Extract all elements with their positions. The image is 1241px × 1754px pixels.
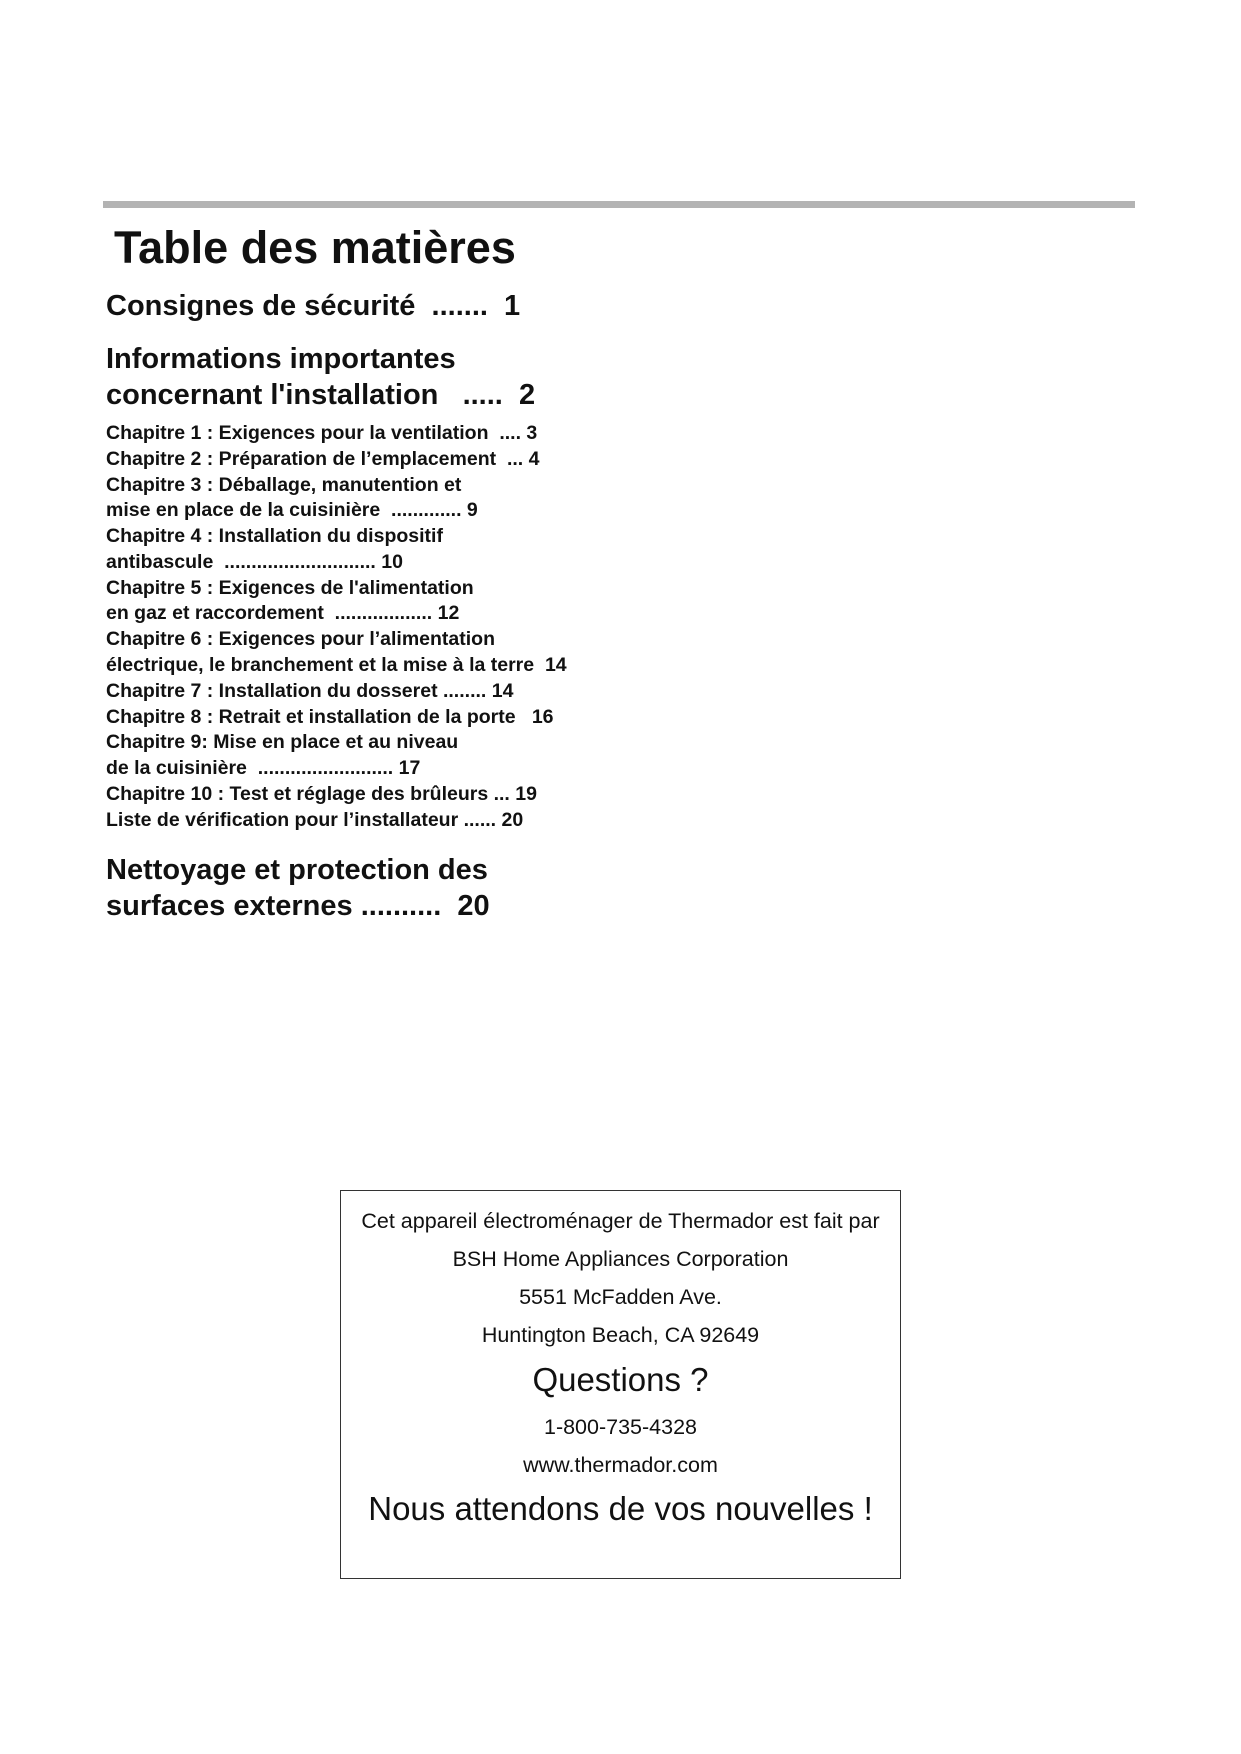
toc-entry-checklist: Liste de vérification pour l’installateur ...... 20 [106, 809, 524, 831]
toc-entry-chapter-6-cont: électrique, le branchement et la mise à la terre 14 [106, 654, 567, 676]
toc-entry-cleaning-cont: surfaces externes .......... 20 [106, 890, 490, 922]
toc-entry-chapter-7: Chapitre 7 : Installation du dosseret ........ 14 [106, 680, 514, 702]
manufacturer-info-box [340, 1190, 901, 1579]
toc-entry-chapter-6: Chapitre 6 : Exigences pour l’alimentation [106, 628, 496, 650]
toc-entry-installation-info: Informations importantes [106, 343, 456, 375]
company-name: BSH Home Appliances Corporation [452, 1247, 789, 1271]
toc-entry-chapter-5: Chapitre 5 : Exigences de l'alimentation [106, 577, 474, 599]
toc-entry-chapter-4-cont: antibascule ............................ 10 [106, 551, 403, 573]
toc-entry-chapter-8: Chapitre 8 : Retrait et installation de la porte 16 [106, 706, 554, 728]
closing-message: Nous attendons de vos nouvelles ! [368, 1490, 873, 1527]
toc-entry-chapter-9: Chapitre 9: Mise en place et au niveau [106, 731, 459, 753]
header-rule [103, 201, 1135, 208]
toc-entry-cleaning: Nettoyage et protection des [106, 854, 488, 886]
page-title: Table des matières [114, 222, 516, 273]
toc-entry-chapter-3: Chapitre 3 : Déballage, manutention et [106, 474, 462, 496]
toc-entry-chapter-9-cont: de la cuisinière ......................... 17 [106, 757, 421, 779]
city-address: Huntington Beach, CA 92649 [481, 1323, 760, 1347]
toc-entry-safety: Consignes de sécurité ....... 1 [106, 290, 521, 322]
toc-entry-chapter-4: Chapitre 4 : Installation du dispositif [106, 525, 443, 547]
website: www.thermador.com [523, 1453, 718, 1477]
toc-entry-chapter-2: Chapitre 2 : Préparation de l’emplacement ... 4 [106, 448, 540, 470]
toc-entry-chapter-1: Chapitre 1 : Exigences pour la ventilation .... 3 [106, 422, 538, 444]
toc-entry-chapter-3-cont: mise en place de la cuisinière ............. 9 [106, 499, 478, 521]
toc-entry-installation-info-cont: concernant l'installation ..... 2 [106, 379, 536, 411]
street-address: 5551 McFadden Ave. [519, 1285, 722, 1309]
toc-entry-chapter-10: Chapitre 10 : Test et réglage des brûleurs ... 19 [106, 783, 537, 805]
questions-heading: Questions ? [532, 1361, 709, 1398]
toc-entry-chapter-5-cont: en gaz et raccordement .................. 12 [106, 602, 460, 624]
phone-number: 1-800-735-4328 [543, 1415, 697, 1439]
manufacturer-statement: Cet appareil électroménager de Thermador est fait par [361, 1209, 880, 1233]
